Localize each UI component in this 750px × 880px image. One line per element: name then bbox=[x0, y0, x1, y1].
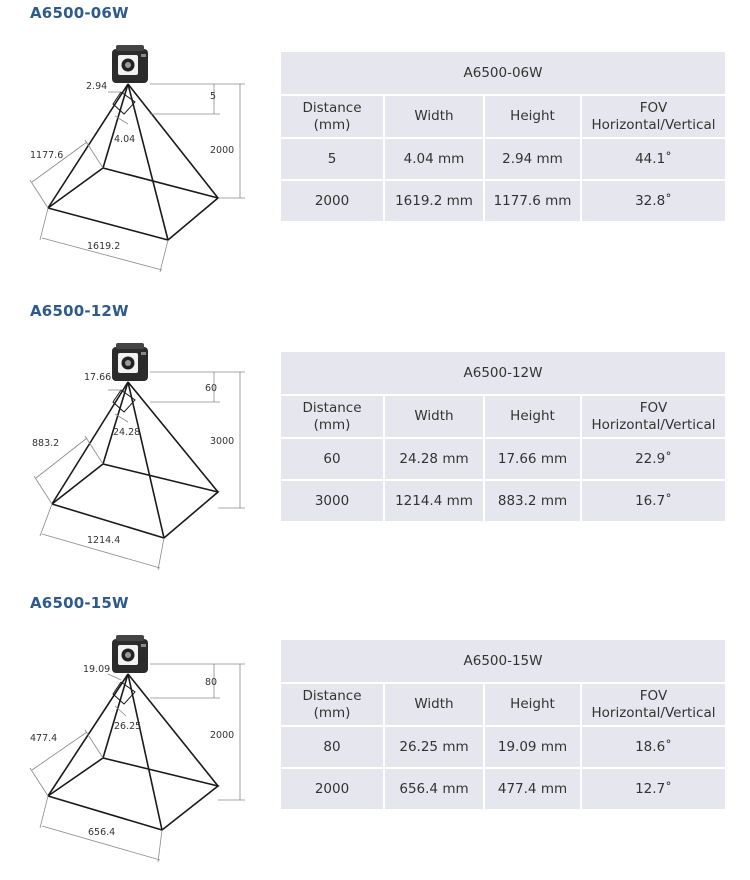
cell-fov: 22.9˚ bbox=[582, 439, 725, 481]
header-height: Height bbox=[485, 96, 582, 139]
cell-width: 1619.2 mm bbox=[385, 181, 485, 221]
far-distance-label: 2000 bbox=[210, 730, 235, 741]
header-distance bbox=[281, 684, 385, 727]
header-fov-line1: FOV bbox=[639, 399, 668, 416]
header-width: Width bbox=[385, 96, 485, 139]
header-distance bbox=[281, 96, 385, 139]
near-distance-label: 60 bbox=[205, 383, 218, 394]
header-fov-line1: FOV bbox=[639, 99, 668, 116]
table-row bbox=[281, 481, 725, 521]
section-title: A6500-12W bbox=[30, 302, 129, 320]
cell-width: 26.25 mm bbox=[385, 727, 485, 769]
fov-diagram-svg bbox=[0, 330, 270, 580]
header-height: Height bbox=[485, 396, 582, 439]
fov-diagram bbox=[0, 330, 270, 580]
fov-spec-table bbox=[281, 352, 725, 521]
header-fov-line2: Horizontal/Vertical bbox=[591, 704, 716, 721]
near-width-label: 26.25 bbox=[114, 721, 142, 732]
near-distance-label: 80 bbox=[205, 677, 218, 688]
fov-spec-table bbox=[281, 640, 725, 809]
far-width-label: 1619.2 bbox=[87, 241, 121, 252]
cell-width: 24.28 mm bbox=[385, 439, 485, 481]
header-distance-line1: Distance bbox=[302, 399, 362, 416]
cell-distance: 60 bbox=[281, 439, 385, 481]
table-row bbox=[281, 139, 725, 181]
model-section-12w bbox=[0, 298, 750, 588]
near-height-label: 19.09 bbox=[83, 664, 111, 675]
cell-fov: 32.8˚ bbox=[635, 192, 672, 209]
table-title: A6500-12W bbox=[281, 352, 725, 396]
cell-distance: 80 bbox=[281, 727, 385, 769]
header-fov bbox=[582, 396, 725, 439]
table-row bbox=[281, 181, 725, 221]
near-height-label: 17.66 bbox=[84, 372, 112, 383]
cell-height: 17.66 mm bbox=[485, 439, 582, 481]
cell-height: 2.94 mm bbox=[485, 139, 582, 181]
header-distance-line2: (mm) bbox=[313, 416, 351, 433]
header-fov-line2: Horizontal/Vertical bbox=[591, 416, 716, 433]
far-width-label: 656.4 bbox=[88, 827, 116, 838]
section-title: A6500-06W bbox=[30, 4, 129, 22]
header-fov bbox=[582, 96, 725, 139]
fov-spec-table bbox=[281, 52, 725, 221]
header-distance-line1: Distance bbox=[302, 99, 362, 116]
fov-diagram bbox=[0, 622, 270, 872]
far-height-label: 883.2 bbox=[32, 438, 60, 449]
cell-fov: 44.1˚ bbox=[582, 139, 725, 181]
table-title: A6500-15W bbox=[281, 640, 725, 684]
camera-icon bbox=[112, 635, 148, 673]
near-height-label: 2.94 bbox=[86, 81, 108, 92]
cell-width: 1214.4 mm bbox=[385, 481, 485, 521]
header-height: Height bbox=[485, 684, 582, 727]
fov-diagram-svg bbox=[0, 32, 270, 282]
header-fov-line2: Horizontal/Vertical bbox=[591, 116, 716, 133]
cell-distance: 5 bbox=[281, 139, 385, 181]
header-distance bbox=[281, 396, 385, 439]
cell-height: 477.4 mm bbox=[485, 769, 582, 809]
far-distance-label: 3000 bbox=[210, 436, 235, 447]
dimension-lines bbox=[30, 664, 245, 862]
near-width-label: 4.04 bbox=[114, 134, 136, 145]
cell-height: 1177.6 mm bbox=[485, 181, 582, 221]
table-row bbox=[281, 727, 725, 769]
far-height-label: 477.4 bbox=[30, 733, 58, 744]
model-section-15w bbox=[0, 590, 750, 880]
cell-distance: 3000 bbox=[281, 481, 385, 521]
header-width: Width bbox=[385, 396, 485, 439]
cell-width: 4.04 mm bbox=[385, 139, 485, 181]
cell-fov: 16.7˚ bbox=[635, 492, 672, 509]
header-distance-line2: (mm) bbox=[313, 116, 351, 133]
model-section-06w bbox=[0, 0, 750, 290]
header-distance-line2: (mm) bbox=[313, 704, 351, 721]
near-width-label: 24.28 bbox=[113, 427, 141, 438]
camera-icon bbox=[112, 45, 148, 83]
table-title: A6500-06W bbox=[281, 52, 725, 96]
fov-pyramid bbox=[48, 674, 218, 830]
far-width-label: 1214.4 bbox=[87, 535, 121, 546]
fov-pyramid bbox=[52, 382, 218, 538]
cell-width: 656.4 mm bbox=[385, 769, 485, 809]
near-distance-label: 5 bbox=[210, 91, 217, 102]
cell-height: 19.09 mm bbox=[485, 727, 582, 769]
header-fov bbox=[582, 684, 725, 727]
cell-height: 883.2 mm bbox=[485, 481, 582, 521]
header-distance-line1: Distance bbox=[302, 687, 362, 704]
far-distance-label: 2000 bbox=[210, 145, 235, 156]
dimension-lines bbox=[30, 84, 245, 272]
header-fov-line1: FOV bbox=[639, 687, 668, 704]
fov-pyramid bbox=[48, 84, 218, 240]
fov-diagram bbox=[0, 32, 270, 282]
cell-fov: 18.6˚ bbox=[582, 727, 725, 769]
cell-distance: 2000 bbox=[281, 769, 385, 809]
cell-fov: 12.7˚ bbox=[635, 780, 672, 797]
header-width: Width bbox=[385, 684, 485, 727]
table-row bbox=[281, 439, 725, 481]
table-row bbox=[281, 769, 725, 809]
far-height-label: 1177.6 bbox=[30, 150, 64, 161]
cell-distance: 2000 bbox=[281, 181, 385, 221]
camera-icon bbox=[112, 343, 148, 381]
dimension-lines bbox=[34, 372, 245, 570]
section-title: A6500-15W bbox=[30, 594, 129, 612]
fov-diagram-svg bbox=[0, 622, 270, 872]
